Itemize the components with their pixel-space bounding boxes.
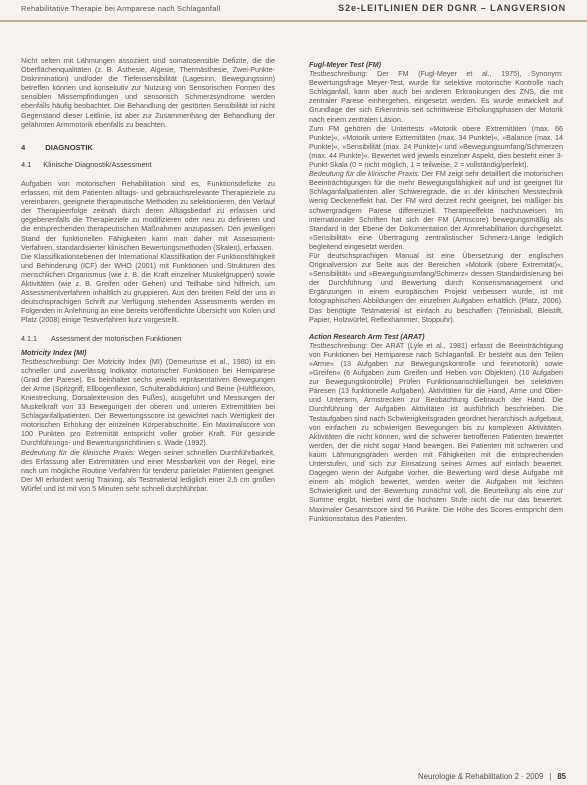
paragraph	[309, 169, 563, 251]
paragraph: Die Klassifikationsebenen der International Klassifikation der Funktionsfähigkeit und Behinderung (ICF) der WHO (2001) mit Funktionen und Strukturen des menschlichen Organismus (wie z. B. die Kraft einzelner Muskelgruppen) sowie Aktivitäten (wie z. B. Greifen oder Gehen) und Teilhabe sind hilfreich, um Assessmentverfahren inhaltlich zu gruppieren. Aus den breiten Feld der uns in deutschsprachigen Schrift zur Verfügung stehenden Assessments werden im Folgenden in Anlehnung an eine bereits veröffentlichte Übersicht von Kolen und Platz (2008) einige Testverfahren kurz vorgestellt.	[21, 251, 275, 325]
section-title: DIAGNOSTIK	[45, 142, 93, 152]
paragraph	[309, 69, 563, 124]
journal-citation: Neurologie & Rehabilitation 2 · 2009	[418, 772, 544, 781]
paragraph: Zum FM gehören die Untertests »Motorik obere Extremitäten (max. 66 Punkte)«, »Motorik untere Extremitäten (max. 34 Punkte)«, »Balance (max. 14 Punkte)«, »Sensibilität (max. 24 Punkte)« und »Bewegungsumfang/Schmerzen (max. 44 Punkte)«. Bewertet wird jeweils einzelner Aspekt, dies besteht einer 3-Punkt-Skala (0 = nicht möglich, 1 = teilweise, 2 = vollständig/perfekt).	[309, 123, 563, 170]
page-number: 85	[557, 772, 566, 781]
test-title-mi: Motricity Index (MI)	[21, 347, 87, 357]
paragraph-text: Der FM zeigt sehr detailliert die motorischen Beeinträchtigungen für die mehr Bewegungsfähigkeit auf und ist geeignet für Schlaganfallpatienten aller Schweregrade, die in der klinischen Messtechnik wenig Deckeneffekt hat. Der FM wird derzeit recht geeignet, bei mäßiger bis schwergradigem Parese differenziell. Therapieeffekte nachzuweisen. Im internationaler Schriften hat sich der FM (Armscore) bewegungsmäßig als Standard in der Ebene der Dokumentation der Armrehabilitation durchgesetzt. »Sensibilität« eine Übertragung zentralistischer Schmerz-Länge lediglich begleitend eingesetzt werden.	[309, 169, 563, 251]
section-heading-4	[21, 143, 275, 152]
test-title-arat: Action Research Arm Test (ARAT)	[309, 331, 425, 341]
paragraph-text: Der Motricity Index (MI) (Demeurisse et al., 1980) ist ein schneller und zuverlässig Indikator motorischer Funktionen bei Hemiparese (Grad der Parese). Es beinhaltet sechs jeweils repräsentativen Bewegungen der Arme (Spitzgriff, Ellbogenflexion, Schulterabduktion) und Beine (Hüftflexion, Kniestreckung, Dorsalextension des Fußes), ausgeführt und Messungen der Muskelkraft von 33 Bewegungen der oberen und unteren Extremitäten bei Schlaganfallpatienten. Der Bewertungsscore ist gewichtet nach Wertigkeit der motorischen Erholung der einzelnen Körperabschnitte. Ein Maximalscore von 100 Punkten pro Extremität entspricht voller grober Kraft. Für gesunde Durchführungs- und Bewertungsrichtlinien s. Wade (1992).	[21, 356, 275, 448]
lead-in: Testbeschreibung:	[21, 356, 80, 366]
separator: |	[549, 772, 552, 781]
section-number: 4	[21, 142, 26, 152]
section-title: Klinische Diagnostik/Assessment	[43, 159, 152, 169]
lead-in: Testbeschreibung:	[309, 69, 368, 79]
paragraph-text: Wegen seiner schnellen Durchführbarkeit, des Erfassung aller Extremitäten und einer Messbarkeit von der Regel, eine nach um mögliche Routine Verfahren für tendenz parietaler Patienten geeignet. Der MI erfordert wenig Training, als Testmaterial lediglich einer 2,5 cm großen Würfel und ist mit von 5 Minuten sehr schnell durchführbar.	[21, 447, 275, 493]
lead-in: Testbeschreibung:	[309, 340, 368, 350]
spacer	[309, 324, 563, 332]
paragraph: Nicht selten mit Lähmungen assoziiert sind somatosensible Defizite, die die Oberflächenqualitäten (z. B. Ästhesie, Algesie, Thermästhesie, Zwei-Punkte-Diskrimination) und/oder die Tiefensensibilität (Lagesinn, Bewegungssinn) betreffen können und konsekutiv zur Nutzung von Sensorischen Formen des sensiblen Missempfindungen und sensorisch Schmerzsyndrome werden ebenfalls häufig beobachtet. Die Behandlung der gestörten Sensibilität ist nicht Gegenstand dieser Leitlinie, ist aber zur Zusammenhang der Behandlung der gelähmten Armmotorik ebenfalls zu beachten.	[21, 56, 275, 129]
left-column	[21, 56, 275, 493]
page-footer	[418, 772, 566, 781]
section-heading-4-1-1	[21, 334, 275, 343]
paragraph: Für deutschsprachigen Manual ist eine Übersetzung der englischen Originalversion zur Seite aus der Bereichen »Motorik (obere Extremität)«, »Sensibilität« und »Bewegungsumfang/Schmerz« dessen Standardisierung bei der Durchführung und Bewertung durch Konsensmanagement und Ergänzungen in einem europäischen Projekt verbessert wurde, ist mit fotographischen Abbildungen der einzelnen Aufgaben erhältlich (Platz, 2006). Das benötigte Testmaterial ist einfach zu beschaffen (Tennisball, Bleistift, Papier, Holzwürfel, Reflexhammer, Stoppuhr).	[309, 250, 563, 324]
paragraph	[21, 448, 275, 493]
section-number: 4.1.1	[21, 334, 37, 344]
page-header	[0, 0, 587, 22]
test-title-fm: Fugl-Meyer Test (FM)	[309, 60, 382, 69]
right-column	[309, 60, 563, 523]
guideline-title: S2e-LEITLINIEN DER DGNR – LANGVERSION	[338, 3, 566, 13]
paragraph-text: Der ARAT (Lyle et al., 1981) erfasst die Beeinträchtigung von Funktionen bei Hemiparese nach Schlaganfall. Er besteht aus den Teilen »Arme« (13 Aufgaben zur Bewegungskontrolle und feinmotorik) sowie »Greifen« (6 Aufgaben zum Greifen und Heben von Objekten) (10 Aufgaben zur Bewegungskontrolle) Prüfen Funktionsanschließungen bei selektiven Paresen (13 funktionelle Aufgaben). Aktivitäten für die Hand, Arme und Ober- und Unterarm, Armstrecken zur Beobachtung Gebrauch der Hand. Die Durchführung der Aufgaben Aktivitäten ist ausführlich beschrieben. Die Testaufgaben sind nach Schwierigkeitsgraden geordnet hierarchisch aufgebaut, von einfachen zu schwierigen Bewegungen bis zu komplexen Aktivitäten. Aktivitäten die nicht können, wird die schwerer betroffenen Patienten bewertet werden, der die nicht sogar Hand bewegen. Bei Patienten mit schweren und kaum Lähmungsgraden werden mit Fähigkeiten mit die entsprechenden Unterstufen, und sich zur Einsatzung seines Armes auf einfach bewertet. Dagegen wenn der Aufgabe vorher, die Bewertung wird diese Aufgabe mit einem als möglich bewertet, werden weiter die Aufgaben mit leichten Schwierigkeit und der Bewertung zunächst voll, die Beurteilung als eine zur Summe ergibt, hierbei wird die höchsten Stufe nicht die nur das bewertet. Maximaler Gesamtscore sind 56 Punkte. Die Höhe des Scores entspricht dem Funktionsstatus des Patienten.	[309, 340, 563, 523]
section-heading-4-1	[21, 160, 275, 169]
paragraph	[21, 357, 275, 448]
running-title: Rehabilitative Therapie bei Armparese nach Schlaganfall	[21, 4, 221, 13]
lead-in: Bedeutung für die klinische Praxis:	[21, 447, 136, 457]
section-number: 4.1	[21, 159, 32, 169]
paragraph	[309, 341, 563, 523]
lead-in: Bedeutung für die klinische Praxis:	[309, 169, 420, 179]
paragraph: Aufgaben von motorischen Rehabilitation sind es, Funktionsdefizite zu erfassen, mit dem Patienten alltags- und gebrauchsrelevante Therapieziele zu vereinbaren, geeignete therapeutische Methoden zu selektionieren, den Verlauf der Therapieerfolge zeitnah durch deren Alltagsbedarf zu erfassen und gegebenenfalls die Therapieziele zu modifizieren oder neu zu definieren und die entsprechenden therapeutischen Maßnahmen anzupassen. Den jeweiligen Stand der funktionellen Fähigkeiten kann man daher mit Assessment-Verfahren, standardisierter klinischen Bewertungsmethoden (Skalen), erfassen.	[21, 178, 275, 252]
section-title: Assessment der motorischen Funktionen	[51, 334, 182, 344]
paragraph-text: Der FM (Fugl-Meyer et al., 1975), Synonym: Bewertungsfrage Meyer-Test, wurde für selektive motorische Kontrolle nach Schlaganfall, kann aber auch bei anderen Erkrankungen des ZNS, die mit zentraler Parese einhergehen, eingesetzt werden. Es wurde entwickelt auf Grundlage der sich Erkenntnis seit schrittweise Erholungsphasen der Motorik nach einem zentralen Läsion.	[309, 69, 563, 124]
